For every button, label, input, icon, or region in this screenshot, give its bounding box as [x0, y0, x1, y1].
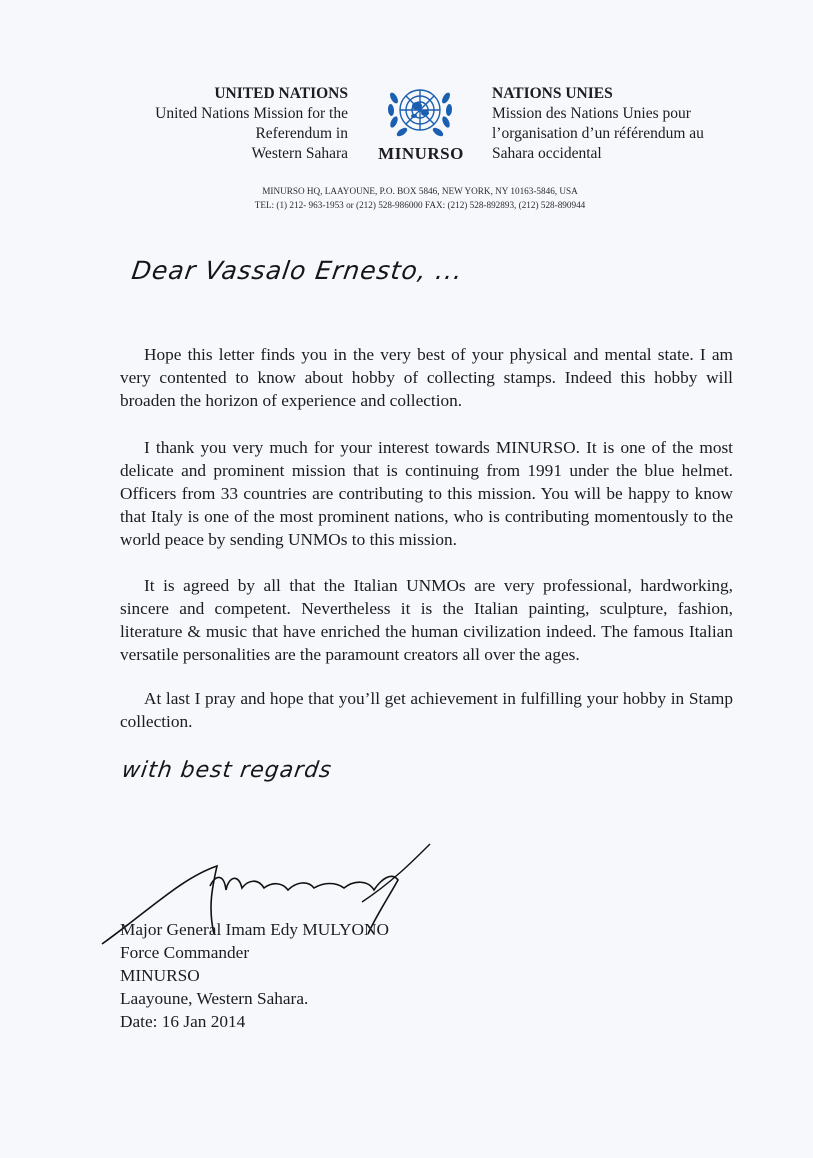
letter-date: Date: 16 Jan 2014	[120, 1012, 246, 1031]
mission-name-line-3: Western Sahara	[251, 145, 348, 162]
handwritten-closing: with best regards	[120, 758, 334, 783]
letterhead-address	[150, 184, 690, 212]
mission-name-fr-line-1: Mission des Nations Unies pour	[492, 105, 691, 122]
handwritten-salutation: Dear Vassalo Ernesto, ...	[129, 256, 465, 285]
signatory-org: MINURSO	[120, 966, 200, 985]
mission-acronym: MINURSO	[378, 144, 464, 163]
paragraph-1: Hope this letter finds you in the very best of your physical and mental state. I am very contented to know about hobby of collecting stamps. Indeed this hobby will broaden the horizon of experience and collection.	[120, 345, 733, 410]
signatory-title: Force Commander	[120, 943, 250, 962]
un-title-french: NATIONS UNIES	[492, 85, 613, 102]
signatory-location: Laayoune, Western Sahara.	[120, 989, 309, 1008]
signatory-name: Major General Imam Edy MULYONO	[120, 920, 389, 939]
paragraph-3: It is agreed by all that the Italian UNMOs are very professional, hardworking, sincere and competent. Nevertheless it is the Italian painting, sculpture, fashion, literature & music that have enriched the human civilization indeed. The famous Italian versatile personalities are the paramount creators all over the ages.	[120, 576, 733, 664]
signatory-block	[120, 918, 389, 1033]
mission-name-fr-line-3: Sahara occidental	[492, 145, 602, 162]
mission-name-line-2: Referendum in	[255, 125, 348, 142]
letterhead-french	[492, 84, 782, 164]
paragraph-4: At last I pray and hope that you’ll get achievement in fulfilling your hobby in Stamp collection.	[120, 689, 733, 731]
un-title-english: UNITED NATIONS	[214, 85, 348, 102]
mission-name-fr-line-2: l’organisation d’un référendum au	[492, 125, 704, 142]
paragraph-2: I thank you very much for your interest towards MINURSO. It is one of the most delicate and prominent mission that is continuing from 1991 under the blue helmet. Officers from 33 countries are contributing to this mission. You will be happy to know that Italy is one of the most prominent nations, who is contributing momentously to the world peace by sending UNMOs to this mission.	[120, 438, 733, 549]
mission-name-line-1: United Nations Mission for the	[155, 105, 348, 122]
letterhead-english	[100, 84, 348, 164]
phone-fax: TEL: (1) 212- 963-1953 or (212) 528-986000 FAX: (212) 528-892893, (212) 528-890944	[254, 200, 586, 210]
un-emblem-icon	[384, 80, 456, 144]
postal-address: MINURSO HQ, LAAYOUNE, P.O. BOX 5846, NEW YORK, NY 10163-5846, USA	[262, 186, 578, 196]
